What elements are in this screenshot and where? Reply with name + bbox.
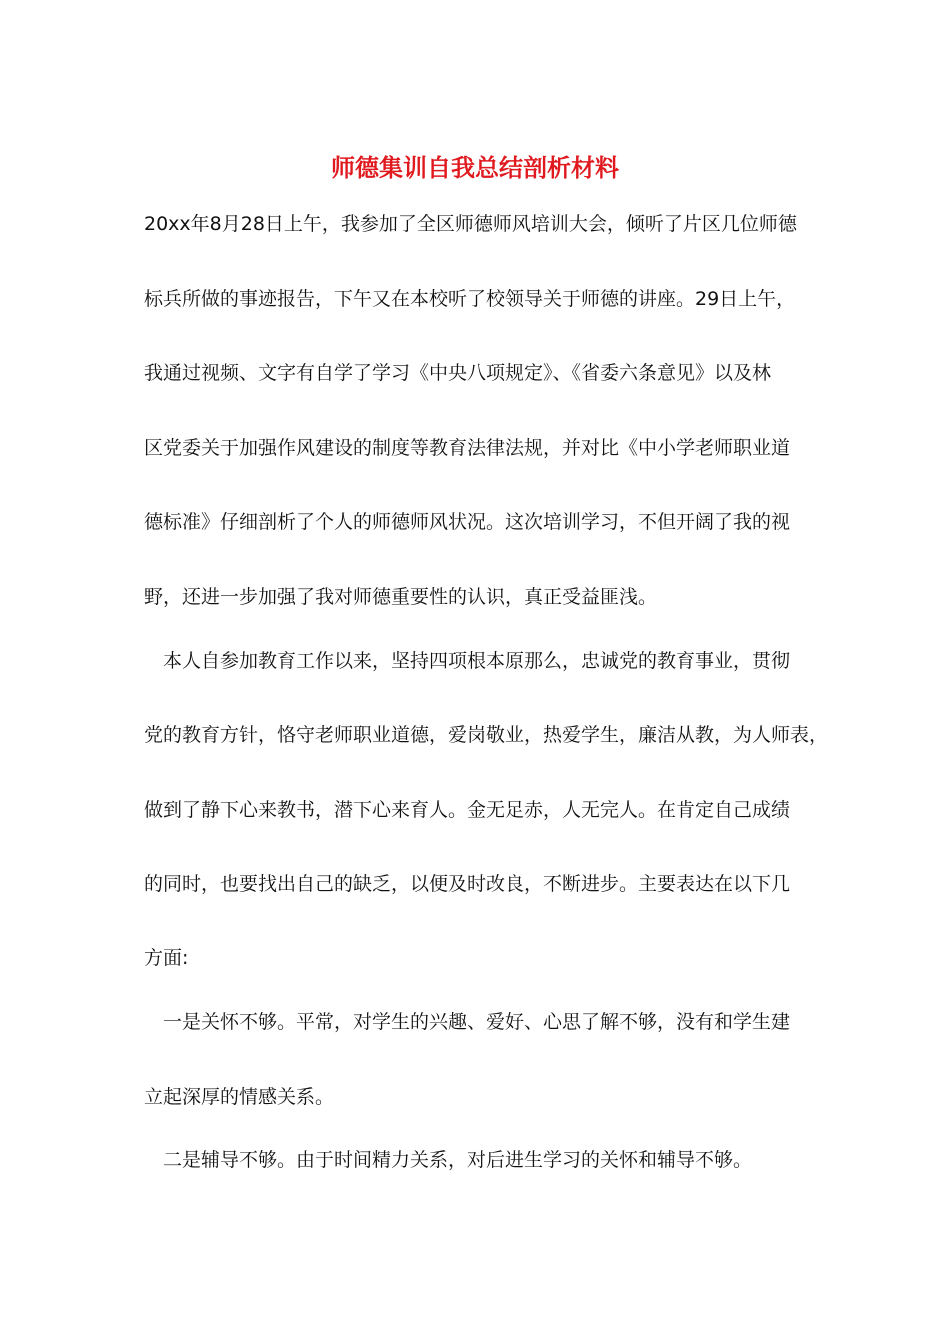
document-title: 师德集训自我总结剖析材料 — [331, 153, 619, 182]
paragraph-line: 立起深厚的情感关系。 — [144, 1086, 335, 1108]
paragraph-line: 德标准》仔细剖析了个人的师德师风状况。这次培训学习，不但开阔了我的视 — [144, 511, 791, 533]
paragraph-line: 我通过视频、文字有自学了学习《中央八项规定》、《省委六条意见》以及林 — [144, 362, 772, 384]
paragraph-line: 本人自参加教育工作以来，坚持四项根本原那么，忠诚党的教育事业，贯彻 — [163, 650, 791, 672]
paragraph-line: 一是关怀不够。平常，对学生的兴趣、爱好、心思了解不够，没有和学生建 — [163, 1011, 791, 1033]
paragraph-line: 的同时，也要找出自己的缺乏，以便及时改良，不断进步。主要表达在以下几 — [144, 873, 791, 895]
paragraph-line: 二是辅导不够。由于时间精力关系，对后进生学习的关怀和辅导不够。 — [163, 1149, 753, 1171]
paragraph-line: 做到了静下心来教书，潜下心来育人。金无足赤，人无完人。在肯定自己成绩 — [144, 799, 791, 821]
paragraph-line: 区党委关于加强作风建设的制度等教育法律法规，并对比《中小学老师职业道 — [144, 437, 791, 459]
paragraph-line: 党的教育方针，恪守老师职业道德，爱岗敬业，热爱学生，廉洁从教，为人师表， — [144, 724, 829, 746]
paragraph-line: 标兵所做的事迹报告，下午又在本校听了校领导关于师德的讲座。29日上午， — [144, 288, 796, 310]
paragraph-line: 野，还进一步加强了我对师德重要性的认识，真正受益匪浅。 — [144, 586, 658, 608]
paragraph-line: 方面: — [144, 947, 189, 969]
paragraph-line: 20xx年8月28日上午，我参加了全区师德师风培训大会，倾听了片区几位师德 — [144, 213, 797, 235]
